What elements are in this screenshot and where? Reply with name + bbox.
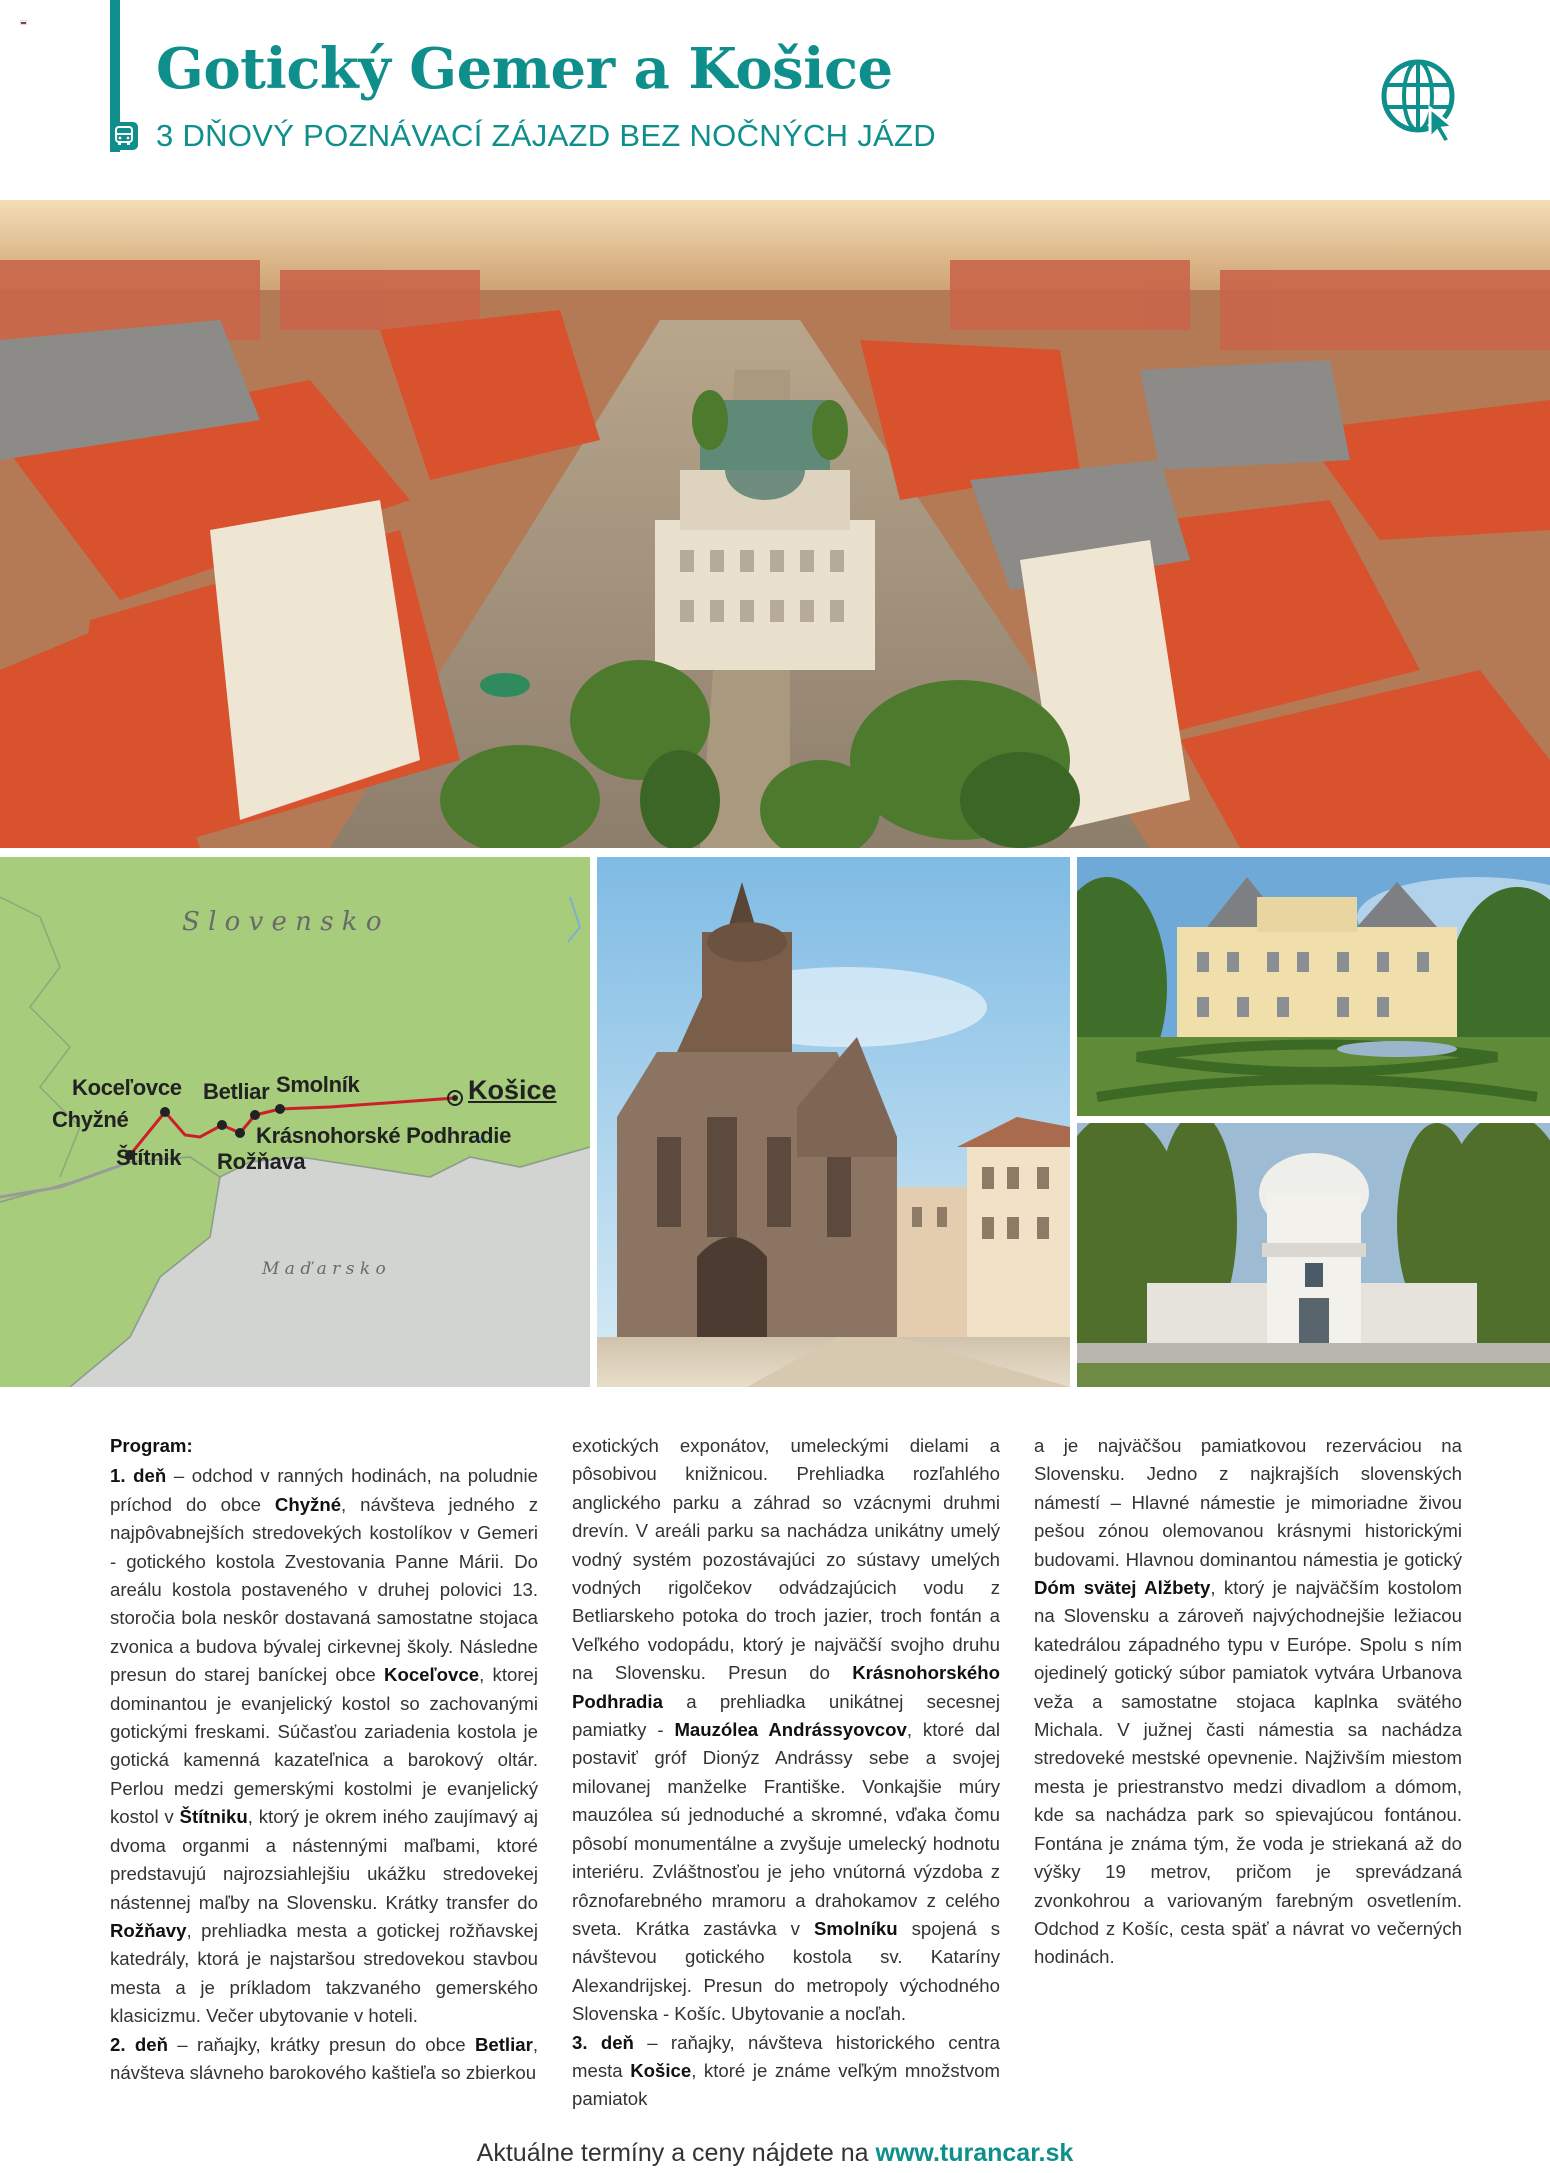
page-subtitle: 3 DŇOVÝ POZNÁVACÍ ZÁJAZD BEZ NOČNÝCH JÁZD	[156, 118, 936, 153]
map-country-slovakia: S l o v e n s k o	[182, 907, 382, 937]
map-label-stitnik: Štítnik	[116, 1145, 182, 1170]
place-chyzne: Chyžné	[274, 1493, 342, 1515]
day-1-text: , ktorý je okrem iného zaujímavý aj dvoma organmi a nástennými maľbami, ktoré predstavujú najrozsiahlejšiu ukážku stredovekej nástennej maľby na Slovensku. Krátky transfer do	[110, 1806, 538, 1913]
map-label-krasnohorske-podhradie: Krásnohorské Podhradie	[256, 1123, 512, 1148]
place-betliar: Betliar	[474, 2033, 533, 2055]
place-krasnohorske-podhradie: Krásnohorského Podhradia	[572, 1662, 1000, 1712]
st-elisabeth-cathedral-photo	[597, 857, 1070, 1387]
place-mauzoleum: Mauzólea Andrássyovcov	[674, 1719, 907, 1741]
page-title: Gotický Gemer a Košice	[156, 36, 893, 102]
map-country-hungary: M a ď a r s k o	[262, 1259, 386, 1279]
footer-website-link[interactable]: www.turancar.sk	[875, 2139, 1074, 2167]
place-kosice: Košice	[630, 2059, 692, 2081]
map-label-chyzne: Chyžné	[52, 1107, 129, 1132]
program-day-3-continued	[1034, 1432, 1462, 1972]
day-2-text: spojená s návštevou gotického kostola sv. Kataríny Alexandrijskej. Presun do metropoly východného Slovenska - Košíc. Ubytovanie a nocľah.	[572, 1917, 1001, 2025]
place-kocelovce: Koceľovce	[384, 1664, 480, 1686]
day-3-text: – raňajky, návšteva historického centra mesta	[572, 2031, 1000, 2081]
program-column-3	[1034, 1432, 1462, 1972]
program-column-2	[572, 1432, 1000, 2114]
program-day-2-start	[110, 2031, 538, 2088]
map-label-kocelovce: Koceľovce	[72, 1075, 182, 1100]
footer-text: Aktuálne termíny a ceny nájdete na	[476, 2139, 876, 2167]
day-2-text: exotických exponátov, umeleckými dielami a pôsobivou knižnicou. Prehliadka rozľahlého anglického parku a záhrad so vzácnymi druhmi drevín. V areáli parku sa nachádza unikátny umelý vodný systém pozostávajúci zo sústavy umelých vodných rigolčekov odvádzajúcich vodu z Betliarskeho potoka do troch jazier, troch fontán a Veľkého vodopádu, ktorý je najväčší svojho druhu na Slovensku. Presun do	[572, 1435, 1000, 1684]
kosice-aerial-photo	[0, 200, 1550, 848]
day-2-text: , ktoré dal postaviť gróf Dionýz Andrássy sebe a svojej milovanej manželke Františke. Vonkajšie múry mauzólea sú jednoduché a skromné, vďaka čomu pôsobí monumentálne a zvyšuje umelecký hodnotu interiéru. Zvláštnosťou je jeho vnútorná výzdoba z rôznofarebného mramoru a drahokamov z celého sveta. Krátka zastávka v	[572, 1719, 1000, 1939]
map-label-betliar: Betliar	[203, 1079, 270, 1104]
day-1-text: , ktorej dominantou je evanjelický kostol so zachovanými gotickými freskami. Súčasťou zariadenia kostola je gotická kamenná kazateľnica a barokový oltár. Perlou medzi gemerskými kostolmi je evanjelický kostol v	[110, 1664, 538, 1828]
day-3-text: a je najväčšou pamiatkovou rezerváciou na Slovensku. Jedno z najkrajších slovenských námestí – Hlavné námestie je mimoriadne živou pešou zónou olemovanou krásnymi historickými budovami. Hlavnou dominantou námestia je gotický	[1034, 1435, 1462, 1570]
bus-icon	[110, 122, 138, 150]
map-label-roznava: Rožňava	[217, 1149, 306, 1174]
language-flag-icon	[20, 20, 27, 25]
place-dom-svatej-alzbety: Dóm svätej Alžbety	[1034, 1577, 1211, 1599]
betliar-manor-photo	[1077, 857, 1550, 1116]
route-map	[0, 857, 590, 1387]
day-1-text: , prehliadka mesta a gotickej rožňavskej katedrály, ktorá je najstaršou stredovekou stavbou mesta a je príkladom takzvaného gemerského klasicizmu. Večer ubytovanie v hoteli.	[110, 1919, 538, 2027]
day-2-label: 2. deň	[110, 2033, 168, 2055]
globe-cursor-icon	[1380, 58, 1466, 144]
place-smolnik: Smolníku	[813, 1917, 898, 1939]
day-1-label: 1. deň	[110, 1465, 167, 1487]
day-1-text: – odchod v ranných hodinách, na poludnie príchod do obce	[110, 1465, 538, 1515]
andrassy-mausoleum-photo	[1077, 1123, 1550, 1387]
day-2-text: – raňajky, krátky presun do obce	[167, 2033, 475, 2055]
footer	[0, 2139, 1550, 2168]
place-stitnik: Štítniku	[179, 1806, 248, 1828]
day-3-label: 3. deň	[572, 2031, 634, 2053]
day-2-text: a prehliadka unikátnej secesnej pamiatky -	[572, 1690, 1000, 1741]
program-day-1	[110, 1462, 538, 2030]
program-day-3-start	[572, 2029, 1000, 2114]
program-heading: Program:	[110, 1435, 193, 1456]
program-column-1	[110, 1432, 538, 2087]
program-day-2-continued	[572, 1432, 1000, 2029]
day-3-text: , ktoré je známe veľkým množstvom pamiatok	[572, 2059, 1000, 2110]
day-1-text: , návšteva jedného z najpôvabnejších stredovekých kostolíkov v Gemeri - gotického kostola Zvestovania Panne Márii. Do areálu kostola postaveného v druhej polovici 13. storočia bola neskôr dostavaná samostatne stojaca zvonica a budova bývalej cirkevnej školy. Následne presun do starej baníckej obce	[110, 1493, 538, 1686]
place-roznava: Rožňavy	[110, 1919, 187, 1941]
map-label-kosice: Košice	[468, 1075, 557, 1105]
day-3-text: , ktorý je najväčším kostolom na Slovensku a zároveň najvýchodnejšie ležiacou katedrálou západného typu v Európe. Spolu s ním ojedinelý gotický súbor pamiatok vytvára Urbanova veža a samostatne stojaca kaplnka svätého Michala. V južnej časti námestia sa nachádza stredoveké mestské opevnenie. Najživším miestom mesta je priestranstvo medzi divadlom a dómom, kde sa nachádza park so spievajúcou fontánou. Fontána je známa tým, že voda je striekaná až do výšky 19 metrov, pričom je sprevádzaná zvonkohrou a variovaným farebným osvetlením. Odchod z Košíc, cesta späť a návrat vo večerných hodinách.	[1034, 1577, 1462, 1968]
day-2-text: , návšteva slávneho barokového kaštieľa so zbierkou	[110, 2033, 539, 2083]
map-label-smolnik: Smolník	[276, 1072, 360, 1097]
